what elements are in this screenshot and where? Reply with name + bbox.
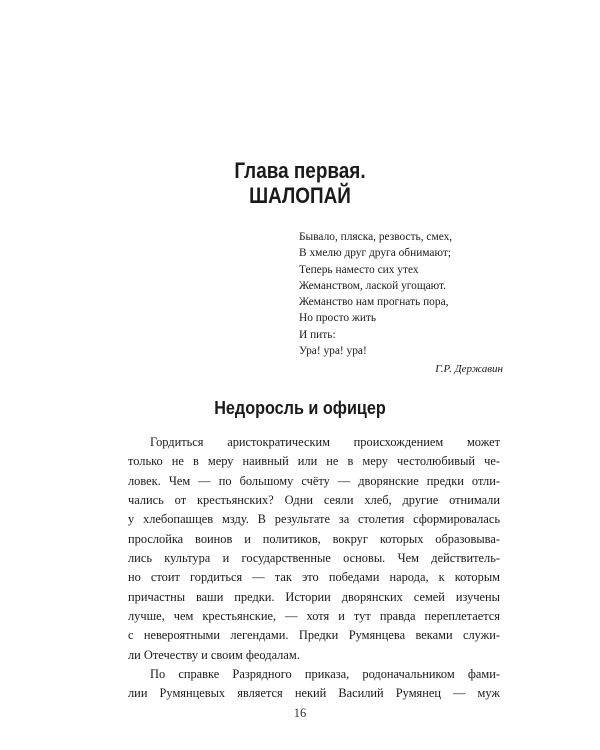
epigraph-author: Г.Р. Державин: [435, 363, 503, 375]
body-text: [128, 433, 500, 704]
paragraph-line: ли Отечеству и своим феодалам.: [128, 647, 300, 662]
paragraph-line: лись культура и государственные основы. Чем действитель-: [128, 551, 500, 566]
page-number: 16: [293, 706, 307, 720]
paragraph-line: Гордиться аристократическим происхождением может: [150, 435, 500, 449]
paragraph-line: лучше, чем крестьянские, — хотя и тут правда переплетается: [128, 609, 500, 624]
section-title: Недоросль и офицер: [214, 398, 386, 418]
chapter-title-line-2: ШАЛОПАЙ: [249, 183, 351, 208]
paragraph-line: чались от крестьянских? Одни сеяли хлеб, другие отнимали: [128, 493, 500, 508]
paragraph-line: лии Румянцевых является некий Василий Румянец — муж: [128, 686, 500, 701]
epigraph-line: Но просто жить: [299, 312, 377, 325]
epigraph-line: Теперь наместо сих утех: [299, 263, 419, 276]
paragraph-line: ловек. Чем — по большому счёту — дворянские предки отли-: [128, 473, 500, 488]
paragraph-line: только не в меру наивный или не в меру честолюбивый че-: [128, 454, 500, 469]
paragraph-line: у хлебопашцев мзду. В результате за столетия сформировалась: [128, 512, 500, 527]
epigraph-line: Жеманство нам прогнать пора,: [299, 296, 449, 309]
epigraph-line: Бывало, пляска, резвость, смех,: [299, 231, 453, 243]
epigraph: [299, 229, 509, 359]
epigraph-line: В хмелю друг друга обнимают;: [299, 247, 451, 260]
epigraph-line: Жеманством, лаской угощают.: [299, 279, 447, 292]
chapter-title-line-1: Глава первая.: [234, 158, 366, 183]
paragraph-line: По справке Разрядного приказа, родоначальником фами-: [150, 667, 500, 682]
paragraph-line: прослойка воинов и политиков, вокруг которых образовыва-: [128, 531, 500, 546]
paragraph-line: с невероятными легендами. Предки Румянцева веками служи-: [128, 628, 500, 643]
epigraph-line: Ура! ура! ура!: [299, 345, 367, 358]
paragraph-line: причастны ваши предки. Истории дворянских семей изучены: [128, 589, 500, 604]
chapter-title: [42, 158, 558, 208]
paragraph-line: но стоит гордиться — так это победами народа, к которым: [128, 570, 500, 585]
epigraph-line: И пить:: [299, 328, 336, 341]
